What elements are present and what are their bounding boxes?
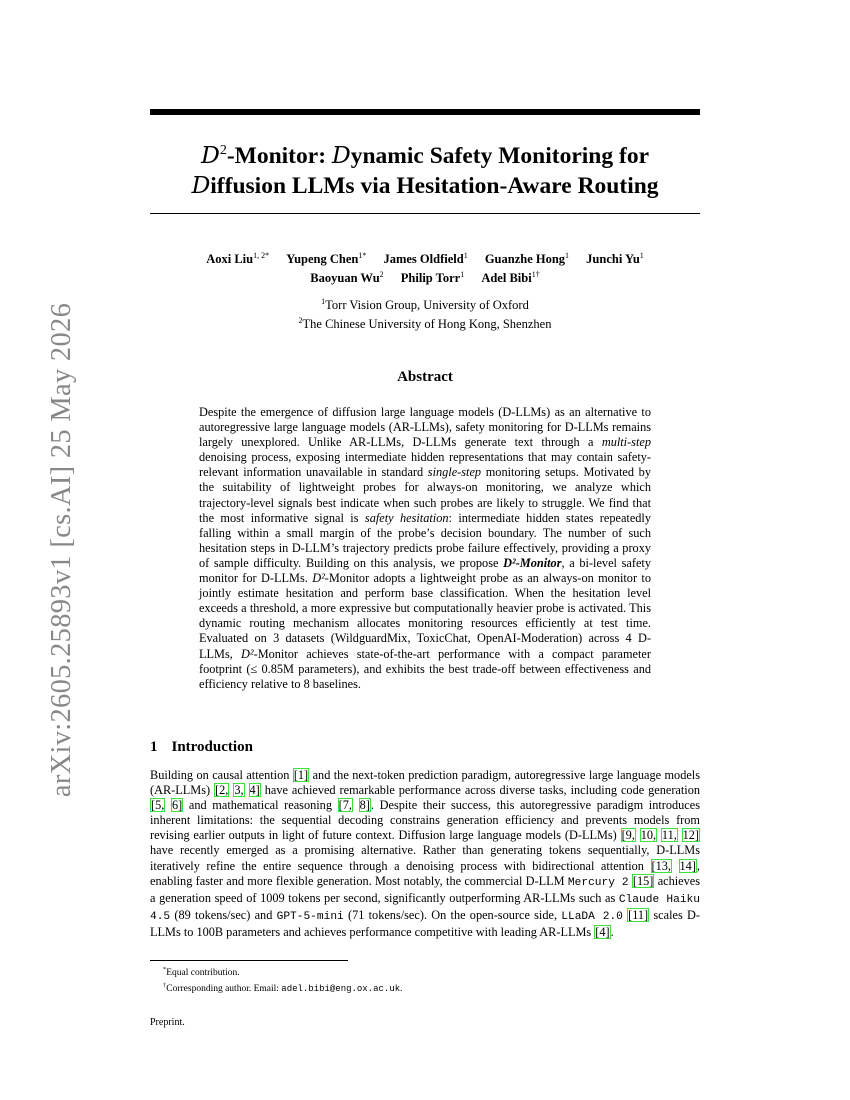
affiliation: $^1$Torr Vision Group, University of Oxford bbox=[321, 297, 529, 313]
author-list bbox=[150, 248, 700, 286]
title-top-rule bbox=[150, 109, 700, 115]
citation-link[interactable]: [5, bbox=[151, 798, 165, 813]
footnotes bbox=[163, 964, 403, 995]
author: Adel Bibi$^{1\dagger}$ bbox=[481, 270, 540, 286]
citation-link[interactable]: 14] bbox=[679, 858, 696, 873]
citation-link[interactable]: [11] bbox=[628, 907, 649, 922]
author: Yupeng Chen$^{1*}$ bbox=[286, 251, 367, 267]
citation-link[interactable]: 10, bbox=[640, 828, 657, 843]
citation-link[interactable]: 12] bbox=[682, 828, 699, 843]
citation-link[interactable]: [4] bbox=[595, 924, 610, 939]
citation-link[interactable]: [13, bbox=[651, 858, 671, 873]
introduction-body: Building on causal attention [1] and the next-token prediction paradigm, autoregressive large language models (AR-LLMs) [2, 3, 4] have achieved remarkable performance across diverse tasks, including code generation [5, 6] and mathematical reasoning [7, 8]. Despite their success, this autoregressive paradigm introduces inherent limitations: the sequential decoding constrains generation efficiency and prevents models from revising earlier outputs in light of future context. Diffusion large language models (D-LLMs) [9, 10, 11, 12] have recently emerged as a promising alternative. Rather than generating tokens sequentially, D-LLMs iteratively refine the entire sequence through a denoising process with bidirectional attention [13, 14], enabling faster and more flexible generation. Most notably, the commercial D-LLM Mercury 2 [15] achieves a generation speed of 1009 tokens per second, significantly outperforming AR-LLMs such as Claude Haiku 4.5 (89 tokens/sec) and GPT-5-mini (71 tokens/sec). On the open-source side, LLaDA 2.0 [11] scales D-LLMs to 100B parameters and achieves performance competitive with leading AR-LLMs [4]. bbox=[150, 768, 701, 939]
author: Guanzhe Hong$^1$ bbox=[484, 251, 570, 267]
email-link[interactable]: adel.bibi@eng.ox.ac.uk bbox=[281, 983, 401, 994]
citation-link[interactable]: 8] bbox=[359, 798, 370, 813]
arxiv-stamp: arXiv:2605.25893v1 [cs.AI] 25 May 2026 bbox=[46, 302, 77, 798]
author: Baoyuan Wu$^2$ bbox=[310, 270, 384, 286]
citation-link[interactable]: [2, bbox=[215, 783, 229, 798]
citation-link[interactable]: [7, bbox=[338, 798, 352, 813]
author: Junchi Yu$^1$ bbox=[586, 251, 644, 267]
title-bottom-rule bbox=[150, 213, 700, 214]
footnote-rule bbox=[150, 960, 348, 961]
citation-link[interactable]: [15] bbox=[632, 873, 654, 888]
section-heading: 1 Introduction bbox=[150, 739, 253, 755]
author: James Oldfield$^1$ bbox=[383, 251, 468, 267]
citation-link[interactable]: [9, bbox=[621, 828, 635, 843]
abstract-heading: Abstract bbox=[397, 369, 453, 385]
affiliation: $^2$The Chinese University of Hong Kong, Shenzhen bbox=[298, 316, 552, 332]
citation-link[interactable]: [1] bbox=[293, 768, 309, 782]
author: Aoxi Liu$^{1, 2*}$ bbox=[206, 251, 270, 267]
paper-title: $D^2$-Monitor: Dynamic Safety Monitoring for Diffusion LLMs via Hesitation-Aware Routing bbox=[191, 140, 659, 199]
abstract-body: Despite the emergence of diffusion large language models (D-LLMs) as an alternative to autoregressive large language models (AR-LLMs), safety monitoring for D-LLMs remains largely unexplored. Unlike AR-LLMs, D-LLMs generate text through a multi-step denoising process, exposing intermediate hidden representations that may contain safety-relevant information unavailable in standard single-step monitoring setups. Motivated by the suitability of lightweight probes for always-on monitoring, we analyze which trajectory-level signals best indicate when such probes are likely to struggle. We find that the most informative signal is safety hesitation: intermediate hidden states repeatedly falling within a small margin of the probe’s decision boundary. The number of such hesitation steps in D-LLM’s trajectory predicts probe failure effectively, providing a proxy of sample difficulty. Building on this analysis, we propose D²-Monitor, a bi-level safety monitor for D-LLMs. D²-Monitor adopts a lightweight probe as an always-on monitor to jointly estimate hesitation and perform base classification. When the hesitation level exceeds a threshold, a more expressive but computationally heavier probe is activated. This dynamic routing mechanism allocates monitoring resources efficiently at test time. Evaluated on 3 datasets (WildguardMix, ToxicChat, OpenAI-Moderation) across 4 D-LLMs, D²-Monitor achieves state-of-the-art performance with a compact parameter footprint (≤ 0.85M parameters), and exhibits the best trade-off between effectiveness and efficiency relative to 8 baselines. bbox=[199, 405, 651, 691]
footnote: †Corresponding author. Email: adel.bibi@eng.ox.ac.uk. bbox=[163, 981, 403, 994]
footnote: *Equal contribution. bbox=[163, 966, 240, 979]
affiliations bbox=[150, 294, 700, 332]
author: Philip Torr$^1$ bbox=[400, 270, 465, 286]
citation-link[interactable]: 4] bbox=[249, 783, 260, 798]
citation-link[interactable]: 3, bbox=[234, 783, 244, 798]
citation-link[interactable]: 6] bbox=[171, 798, 183, 813]
preprint-note: Preprint. bbox=[150, 1017, 185, 1028]
citation-link[interactable]: 11, bbox=[661, 828, 677, 843]
